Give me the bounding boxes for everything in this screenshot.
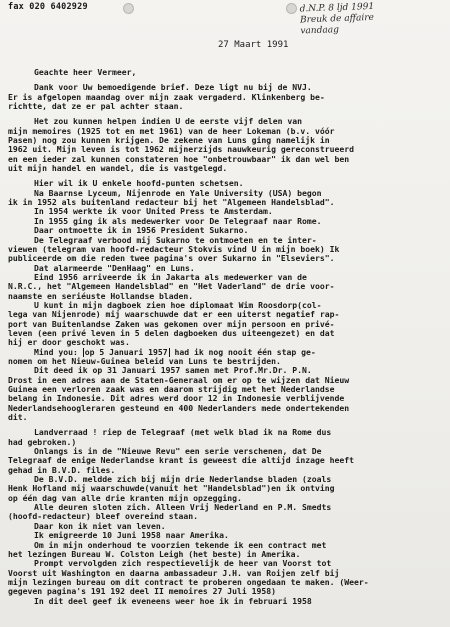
handwritten-line: Breuk de affaire	[299, 12, 375, 26]
letter-line: Voorst uit Washington en daarna ambassadeur J.H. van Roijen zelf bij	[8, 568, 340, 578]
letter-line: lega van Nijenrode) mij waarschuwde dat er een uiterst negatief rap-	[8, 310, 340, 320]
letter-line: N.R.C., het "Algemeen Handelsblad" en "Het Vaderland" de drie voor-	[8, 282, 335, 292]
letter-line: (hoofd-redacteur) bleef overeind staan.	[8, 512, 199, 522]
letter-line: mijn lezingen bureau om dit contract te proberen ongedaan te maken. (Weer-	[8, 577, 369, 587]
letter-line: Hier wil ik U enkele hoofd-punten schetsen.	[34, 179, 244, 189]
handwritten-note	[299, 0, 440, 37]
letter-line: Er is afgelopen maandag over mijn zaak vergaderd. Klinkenberg be-	[8, 92, 325, 102]
letter-line: richtte, dat ze er pal achter staan.	[8, 102, 184, 112]
punch-hole-left	[123, 3, 134, 14]
letter-body	[8, 62, 444, 606]
letter-line: Dat alarmeerde "DenHaag" en Luns.	[34, 263, 195, 273]
letter-line: Mind you: op 5 Januari 1957 had ik nog nooit één stap ge-	[34, 347, 316, 357]
letter-line: port van Buitenlandse Zaken was gekomen over mijn persoon en privé-	[8, 319, 335, 329]
letter-date: 27 Maart 1991	[218, 40, 289, 50]
letter-line: Daar ontmoette ik in 1956 President Sukarno.	[34, 226, 249, 236]
letter-line: Eind 1956 arriveerde ik in Jakarta als medewerker van de	[34, 272, 307, 282]
letter-line: uit mijn handel en wandel, die is vastgelegd.	[8, 164, 228, 174]
letter-line: op één dag van alle drie kranten mijn opzegging.	[8, 493, 242, 503]
letter-line: Telegraaf de enige Nederlandse krant is geweest die altijd inzage heeft	[8, 456, 354, 466]
letter-line: nomen om het Nieuw-Guinea beleid van Luns te bestrijden.	[8, 356, 281, 366]
letter-line: In dit deel geef ik eveneens weer hoe ik in februari 1958	[34, 596, 312, 606]
letter-line: belang in Indonesie. Dit adres werd door 12 in Indonesie verblijvende	[8, 394, 345, 404]
letter-line: en een ieder zal kunnen constateren hoe "onbetrouwbaar" ik dan wel ben	[8, 154, 350, 164]
letter-line: gehad in B.V.D. files.	[8, 465, 116, 475]
letter-line: naamste en seriéuste Hollandse bladen.	[8, 291, 194, 301]
handwritten-line: vandaag	[300, 25, 340, 37]
letter-line: had gebroken.)	[8, 437, 77, 447]
letter-line: Het zou kunnen helpen indien U de eerste vijf delen van	[34, 117, 303, 127]
letter-line: Ik emigreerde 10 Juni 1958 naar Amerika.	[34, 531, 229, 541]
letter-line: Daar kon ik niet van leven.	[34, 521, 166, 531]
handwritten-line: d.N.P. 8 ljd 1991	[299, 1, 375, 15]
letter-line: Nederlandsehoogleraren gesteund en 400 Nederlanders mede ondertekenden	[8, 403, 350, 413]
letter-line: Dank voor Uw bemoedigende brief. Deze ligt nu bij de NVJ.	[34, 83, 312, 93]
letter-line: leven (een privé leven in 5 delen dagboeken dus uiteengezet) en dat	[8, 328, 335, 338]
letter-line: Henk Hofland mij waarschuwde(vanuit het "Handelsblad")en ik ontving	[8, 484, 335, 494]
letter-line: Geachte heer Vermeer,	[34, 68, 137, 77]
letter-line: Prompt vervolgden zich respectievelijk de heer van Voorst tot	[34, 559, 332, 569]
letter-line: gegeven pagina's 191 192 deel II memoires 27 Juli 1958)	[8, 587, 277, 597]
letter-line: Landverraad ! riep de Telegraaf (met welk blad ik na Rome dus	[34, 428, 332, 438]
letter-line: 1962 uit. Mijn leven is tot 1962 mijnerzijds nauwkeurig gereconstrueerd	[8, 145, 354, 155]
letter-line: Onlangs is in de "Nieuwe Revu" een serie verschenen, dat De	[34, 447, 322, 457]
letter-line: Dit deed ik op 31 Januari 1957 samen met Prof.Mr.Dr. P.N.	[34, 366, 312, 376]
letter-line: Pasen) nog zou kunnen krijgen. De zekene van Luns ging namelijk in	[8, 136, 330, 146]
letter-line: hij er door geschokt was.	[8, 338, 130, 348]
boxed-date: op 5 Januari 1957	[84, 347, 168, 357]
letter-line: publiceerde om die reden twee pagina's over Sukarno in "Elseviers".	[8, 254, 335, 264]
letter-line: In 1954 werkte ik voor United Press te Amsterdam.	[34, 207, 273, 217]
letter-line: Alle deuren sloten zich. Alleen Vrij Nederland en P.M. Smedts	[34, 503, 332, 513]
letter-line: De B.V.D. meldde zich bij mijn drie Nederlandse bladen (zoals	[34, 475, 332, 485]
letter-line: Drost in een adres aan de Staten-Generaal om er op te wijzen dat Nieuw	[8, 375, 350, 385]
letter-line: dit.	[8, 413, 28, 423]
letter-line: Guinea een verloren zaak was en daarom strijdig met het Nederlandse	[8, 385, 335, 394]
letter-line: ik in 1952 als buitenland redacteur bij het "Algemeen Handelsblad".	[8, 198, 335, 208]
fax-header: fax 020 6402929	[8, 2, 88, 12]
letter-line: viewen (telegram van hoofd-redacteur Stokvis vind U in mijn boek) Ik	[8, 244, 340, 254]
letter-line: De Telegraaf verbood mij Sukarno te ontmoeten en te inter-	[34, 235, 317, 245]
letter-line: het lezingen Bureau W. Colston Leigh (het beste) in Amerika.	[8, 549, 301, 559]
letter-line: U kunt in mijn dagboek zien hoe diplomaat Wim Roosdorp(col-	[34, 300, 322, 310]
letter-line: Na Baarnse Lyceum, Nijenrode en Yale University (USA) begon	[34, 188, 322, 198]
letter-line: Om in mijn onderhoud te voorzien tekende ik een contract met	[34, 540, 327, 550]
letter-line: In 1955 ging ik als medewerker voor De Telegraaf naar Rome.	[34, 216, 322, 226]
letter-line: mijn memoires (1925 tot en met 1961) van de heer Lokeman (b.v. vóór	[8, 126, 335, 136]
punch-hole-right	[286, 3, 297, 14]
